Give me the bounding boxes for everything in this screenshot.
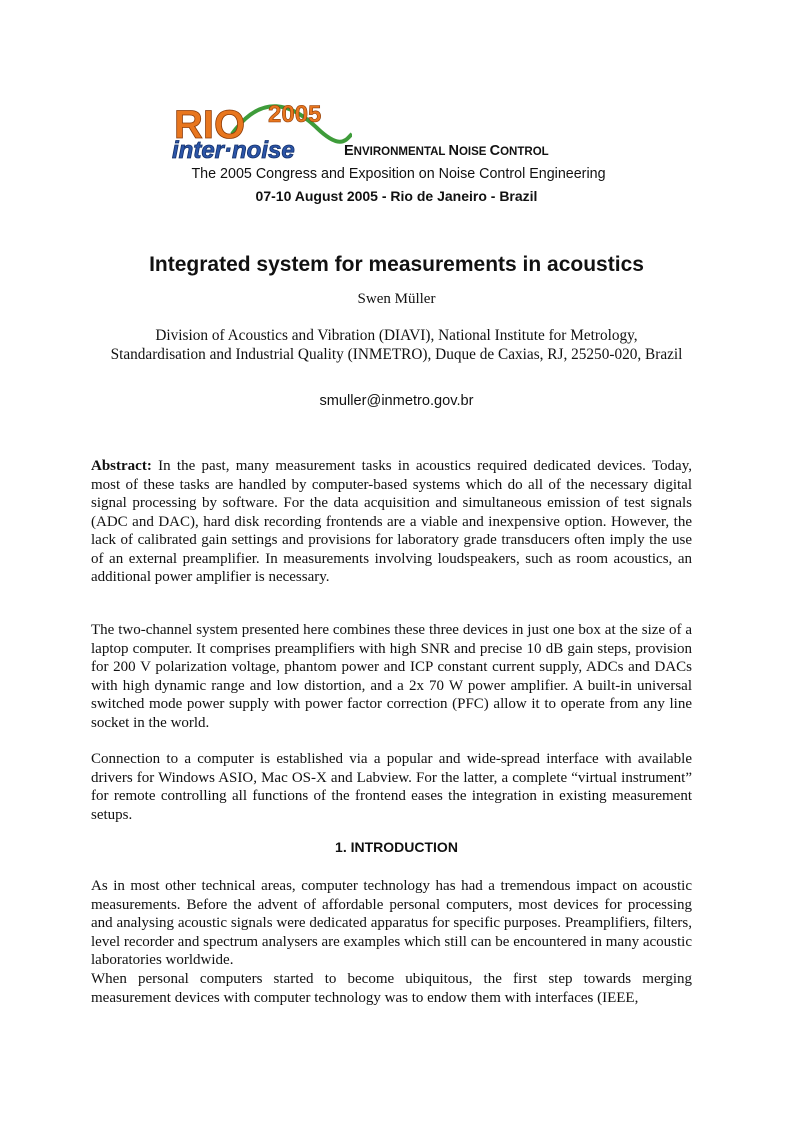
affiliation (60, 326, 733, 364)
intro-paragraph-1: As in most other technical areas, computer technology has had a tremendous impact on acoustic measurements. Before the advent of affordable personal computers, most devices for processing and analysing acoustic signals were dedicated apparatus for specific purposes. Preamplifiers, filters, level recorder and spectrum analysers are examples which still can be encountered in many acoustic laboratories worldwide. (91, 878, 692, 968)
logo-internoise-text: inter·noise (172, 137, 295, 160)
abstract-text: In the past, many measurement tasks in acoustics required dedicated devices. Today, most of these tasks are handled by computer-based systems which do all of the necessary digital signal processing by software. For the data acquisition and simultaneous emission of test signals (ADC and DAC), hard disk recording frontends are a viable and inexpensive option. However, the lack of calibrated gain settings and provisions for laboratory grade transducers often imply the use of an external preamplifier. In measurements involving loudspeakers, such as room acoustics, an additional power amplifier is necessary. (91, 458, 692, 585)
internoise-logo-graphic (172, 98, 352, 160)
abstract-paragraph-3: Connection to a computer is established via a popular and wide-spread interface with available drivers for Windows ASIO, Mac OS-X and Labview. For the latter, a complete “virtual instrument” for remote controlling all functions of the frontend eases the integration in existing measurement setups. (91, 751, 692, 823)
intro-paragraph-2: When personal computers started to become ubiquitous, the first step towards merging measurement devices with computer technology was to endow them with interfaces (IEEE, (91, 971, 692, 1006)
conference-title: ENVIRONMENTAL NOISE CONTROL (344, 143, 549, 159)
abstract-paragraph (91, 457, 692, 587)
logo-rio-text: RIO (174, 103, 246, 147)
abstract-label: Abstract: (91, 458, 152, 474)
abstract-paragraph-2: The two-channel system presented here combines these three devices in just one box at the size of a laptop computer. It comprises preamplifiers with high SNR and precise 10 dB gain steps, provision for 200 V polarization voltage, phantom power and ICP constant current supply, ADCs and DACs with high dynamic range and low distortion, and a 2x 70 W power amplifier. A built-in universal switched mode power supply with power factor correction (PFC) allow it to operate from any line socket in the world. (91, 622, 692, 731)
internoise-2005-logo (172, 98, 352, 160)
logo-year-text: 2005 (268, 101, 322, 128)
paper-title: Integrated system for measurements in acoustics (149, 253, 644, 276)
author-name: Swen Müller (357, 291, 436, 307)
section-heading-introduction: 1. INTRODUCTION (335, 839, 458, 855)
conference-date: 07-10 August 2005 - Rio de Janeiro - Brazil (255, 188, 538, 204)
conference-subtitle: The 2005 Congress and Exposition on Noise Control Engineering (191, 166, 606, 182)
affiliation-line-1: Division of Acoustics and Vibration (DIAVI), National Institute for Metrology, (155, 327, 638, 344)
affiliation-line-2: Standardisation and Industrial Quality (INMETRO), Duque de Caxias, RJ, 25250-020, Brazil (110, 346, 683, 363)
author-email: smuller@inmetro.gov.br (319, 393, 474, 409)
